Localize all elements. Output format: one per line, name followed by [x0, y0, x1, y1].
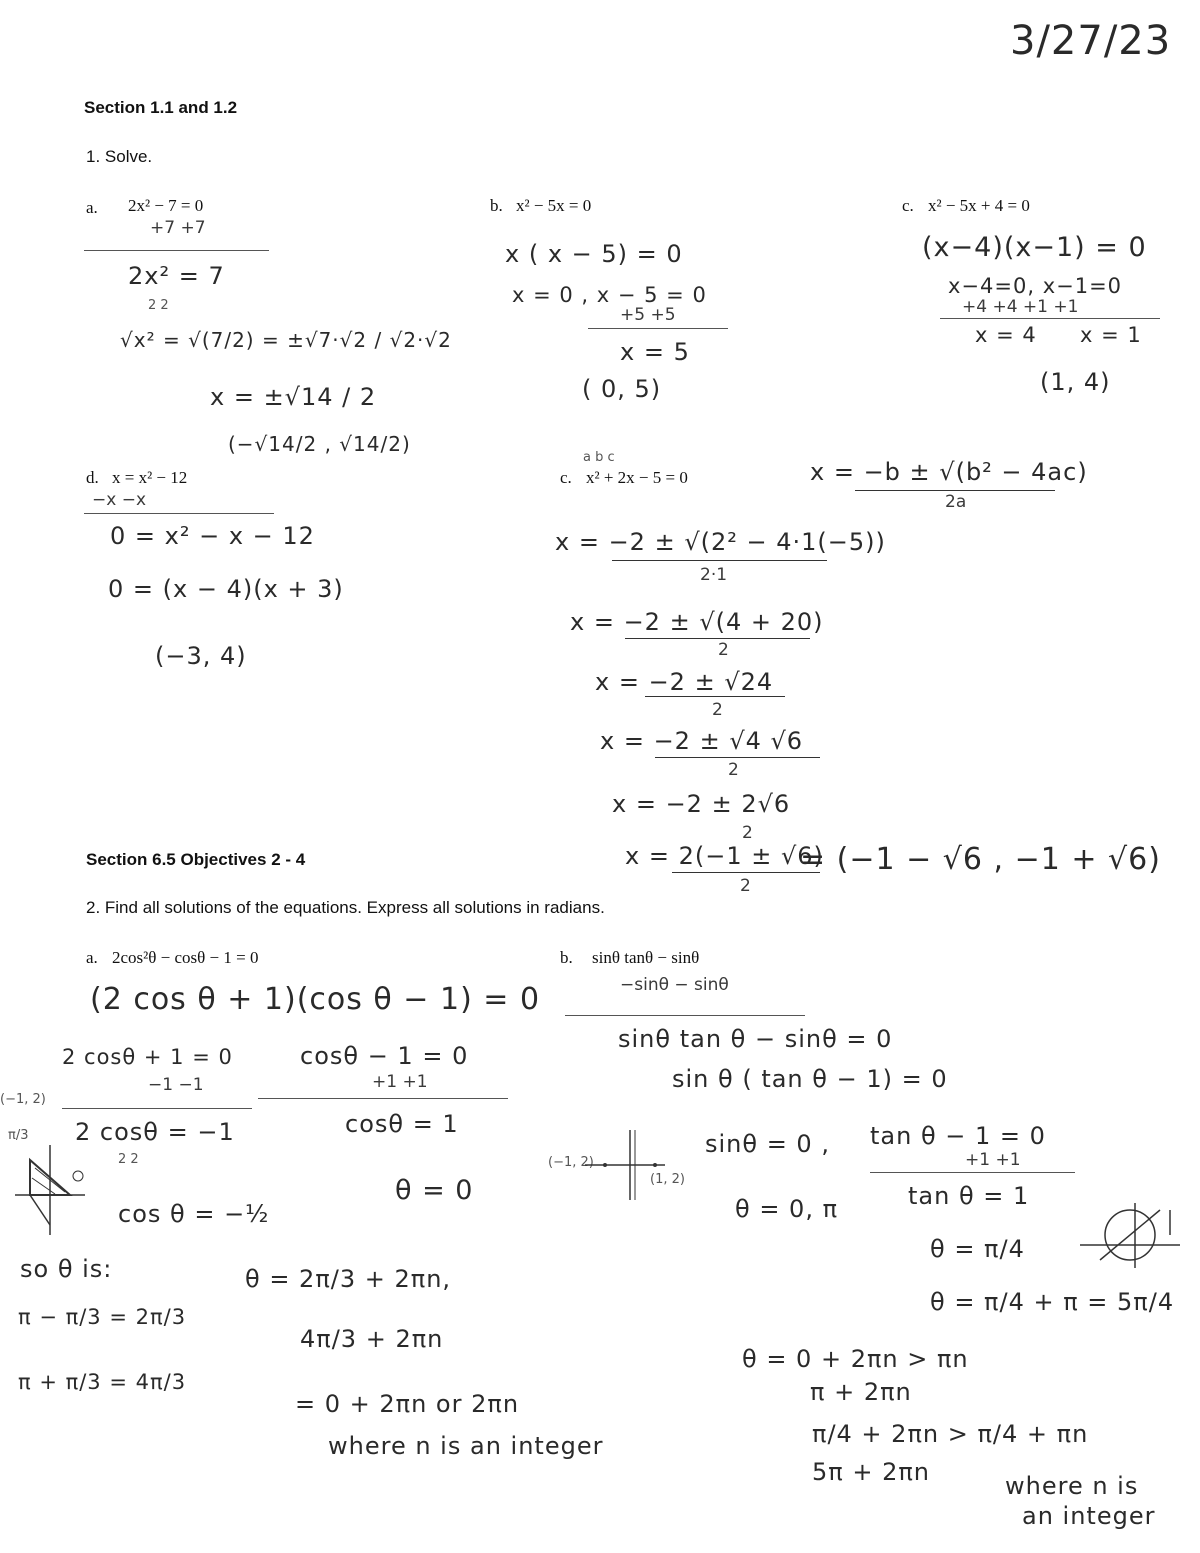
work-1e-step3: x = −2 ± √24 — [595, 668, 774, 696]
problem-1c-label: c. — [902, 196, 914, 215]
work-1e-formula-den: 2a — [945, 492, 967, 512]
work-1e-step4: x = −2 ± √4 √6 — [600, 727, 804, 755]
work-1c-line3: +4 +4 +1 +1 — [962, 297, 1079, 317]
problem-1b-label: b. — [490, 196, 503, 215]
problem-1a-equation: 2x² − 7 = 0 — [128, 196, 204, 215]
date-handwritten: 3/27/23 — [1010, 18, 1172, 64]
work-1e-step2: x = −2 ± √(4 + 20) — [570, 608, 824, 636]
work-1b-line2: x = 0 , x − 5 = 0 — [512, 283, 707, 307]
work-2b-line3: sin θ ( tan θ − 1) = 0 — [672, 1065, 948, 1093]
work-1e-step2-bar — [625, 638, 810, 639]
work-2b-line7: θ = π/4 + π = 5π/4 — [930, 1288, 1175, 1316]
section-heading-1: Section 1.1 and 1.2 — [84, 98, 238, 117]
work-1a-line1: +7 +7 — [150, 218, 206, 238]
work-2b-line5b: tan θ = 1 — [908, 1182, 1030, 1210]
work-2a-side-point: (−1, 2) — [0, 1092, 46, 1107]
work-2a-line3a: −1 −1 — [148, 1075, 204, 1095]
work-1e-step4-bar — [655, 757, 820, 758]
work-1e-step2-den: 2 — [718, 640, 729, 660]
work-1e-step3-den: 2 — [712, 700, 723, 720]
work-2b-rule — [565, 1015, 805, 1016]
problem-2b-label: b. — [560, 948, 573, 967]
work-1b-line3: +5 +5 — [620, 305, 676, 325]
work-2b-line12: where n is — [1005, 1472, 1139, 1500]
work-1b-line5: ( 0, 5) — [582, 375, 662, 403]
work-2b-line6: θ = π/4 — [930, 1235, 1025, 1263]
axes-sketch-icon — [580, 1125, 670, 1205]
work-1a-line5: (−√14/2 , √14/2) — [228, 432, 411, 456]
work-1d-line1: −x −x — [92, 490, 147, 510]
work-1c-line4b: x = 1 — [1080, 323, 1142, 347]
work-2b-line4c: +1 +1 — [965, 1150, 1021, 1170]
work-1e-step1-den: 2·1 — [700, 565, 728, 585]
question-2-instruction: 2. Find all solutions of the equations. Express all solutions in radians. — [86, 898, 605, 917]
problem-1e-label: c. — [560, 468, 572, 487]
work-2a-result4: where n is an integer — [328, 1432, 604, 1460]
work-1e-result: = (−1 − √6 , −1 + √6) — [800, 842, 1161, 877]
work-2a-line5a: cos θ = −½ — [118, 1200, 270, 1228]
work-1e-step6-bar — [672, 872, 820, 873]
problem-2a-equation: 2cos²θ − cosθ − 1 = 0 — [112, 948, 259, 967]
problem-1d-equation: x = x² − 12 — [112, 468, 188, 487]
work-1b-line4: x = 5 — [620, 338, 690, 366]
problem-2b-equation: sinθ tanθ − sinθ — [592, 948, 700, 967]
work-2a-side-angle: π/3 — [8, 1128, 29, 1143]
work-1c-line1: (x−4)(x−1) = 0 — [922, 232, 1147, 263]
work-1e-formula: x = −b ± √(b² − 4ac) — [810, 458, 1088, 486]
work-1e-step6: x = 2(−1 ± √6) — [625, 842, 824, 870]
work-1e-formula-bar — [855, 490, 1055, 491]
work-1c-line2: x−4=0, x−1=0 — [948, 274, 1123, 298]
work-2a-line3b: +1 +1 — [372, 1072, 428, 1092]
work-2a-line4a: 2 cosθ = −1 — [75, 1118, 235, 1146]
work-2b-line4a: sinθ = 0 , — [705, 1130, 830, 1158]
work-1a-line3: √x² = √(7/2) = ±√7·√2 / √2·√2 — [120, 328, 452, 352]
work-2b-line9: π + 2πn — [810, 1378, 912, 1406]
work-2a-line4b: cosθ = 1 — [345, 1110, 459, 1138]
work-1b-line1: x ( x − 5) = 0 — [505, 240, 683, 268]
work-2b-line4b: tan θ − 1 = 0 — [870, 1122, 1046, 1150]
problem-1e-equation: x² + 2x − 5 = 0 — [586, 468, 688, 487]
work-2a-result3: = 0 + 2πn or 2πn — [295, 1390, 520, 1418]
problem-1d-label: d. — [86, 468, 99, 487]
work-2b-line13: an integer — [1022, 1502, 1156, 1530]
work-2b-rule2 — [870, 1172, 1075, 1173]
work-1e-step1: x = −2 ± √(2² − 4·1(−5)) — [555, 528, 886, 556]
work-2a-result1: θ = 2π/3 + 2πn, — [245, 1265, 452, 1293]
work-2b-line1: −sinθ − sinθ — [620, 975, 729, 995]
work-2b-point2: (1, 2) — [650, 1172, 685, 1187]
work-1e-step1-bar — [612, 560, 827, 561]
work-2a-rule-right — [258, 1098, 508, 1099]
work-1d-line2: 0 = x² − x − 12 — [110, 522, 315, 550]
problem-1c-equation: x² − 5x + 4 = 0 — [928, 196, 1030, 215]
work-1d-rule — [84, 513, 274, 514]
triangle-sketch-icon — [10, 1140, 90, 1240]
work-2b-line10: π/4 + 2πn > π/4 + πn — [812, 1420, 1089, 1448]
work-2a-line1: (2 cos θ + 1)(cos θ − 1) = 0 — [90, 982, 541, 1017]
work-1e-step5: x = −2 ± 2√6 — [612, 790, 791, 818]
work-1e-step3-bar — [645, 696, 785, 697]
work-1c-rule — [940, 318, 1160, 319]
work-1a-rule — [84, 250, 269, 251]
problem-2a-label: a. — [86, 948, 98, 967]
work-2b-line5a: θ = 0, π — [735, 1195, 839, 1223]
work-2b-point1: (−1, 2) — [548, 1155, 594, 1170]
section-heading-2: Section 6.5 Objectives 2 - 4 — [86, 850, 306, 869]
problem-1a-label: a. — [86, 198, 98, 217]
work-1a-line2: 2x² = 7 — [128, 262, 225, 290]
work-1a-line2-den: 2 2 — [148, 298, 169, 313]
work-1d-line3: 0 = (x − 4)(x + 3) — [108, 575, 344, 603]
work-1d-line4: (−3, 4) — [155, 642, 247, 670]
work-2b-line11: 5π + 2πn — [812, 1458, 931, 1486]
unit-circle-sketch-icon — [1075, 1200, 1185, 1270]
work-1e-abc: a b c — [583, 450, 615, 465]
work-2b-line2: sinθ tan θ − sinθ = 0 — [618, 1025, 893, 1053]
work-2a-line6: so θ is: — [20, 1255, 113, 1283]
work-2a-line7: π − π/3 = 2π/3 — [18, 1305, 187, 1329]
work-1a-line4: x = ±√14 / 2 — [210, 383, 377, 411]
work-2a-result2: 4π/3 + 2πn — [300, 1325, 444, 1353]
work-1e-step4-den: 2 — [728, 760, 739, 780]
question-1-instruction: 1. Solve. — [86, 147, 153, 166]
problem-1b-equation: x² − 5x = 0 — [516, 196, 592, 215]
work-1e-step5-den: 2 — [742, 823, 753, 843]
work-2a-line2a: 2 cosθ + 1 = 0 — [62, 1045, 233, 1069]
work-2a-line2b: cosθ − 1 = 0 — [300, 1042, 469, 1070]
work-1e-step6-den: 2 — [740, 876, 751, 896]
work-2a-line8: π + π/3 = 4π/3 — [18, 1370, 187, 1394]
work-2a-rule-left — [62, 1108, 252, 1109]
work-2a-line4a-den: 2 2 — [118, 1152, 139, 1167]
work-2b-line8: θ = 0 + 2πn > πn — [742, 1345, 969, 1373]
work-1c-line4: x = 4 — [975, 323, 1037, 347]
work-1b-rule — [588, 328, 728, 329]
work-2a-line5b: θ = 0 — [395, 1175, 474, 1206]
work-1c-line5: (1, 4) — [1040, 368, 1111, 396]
